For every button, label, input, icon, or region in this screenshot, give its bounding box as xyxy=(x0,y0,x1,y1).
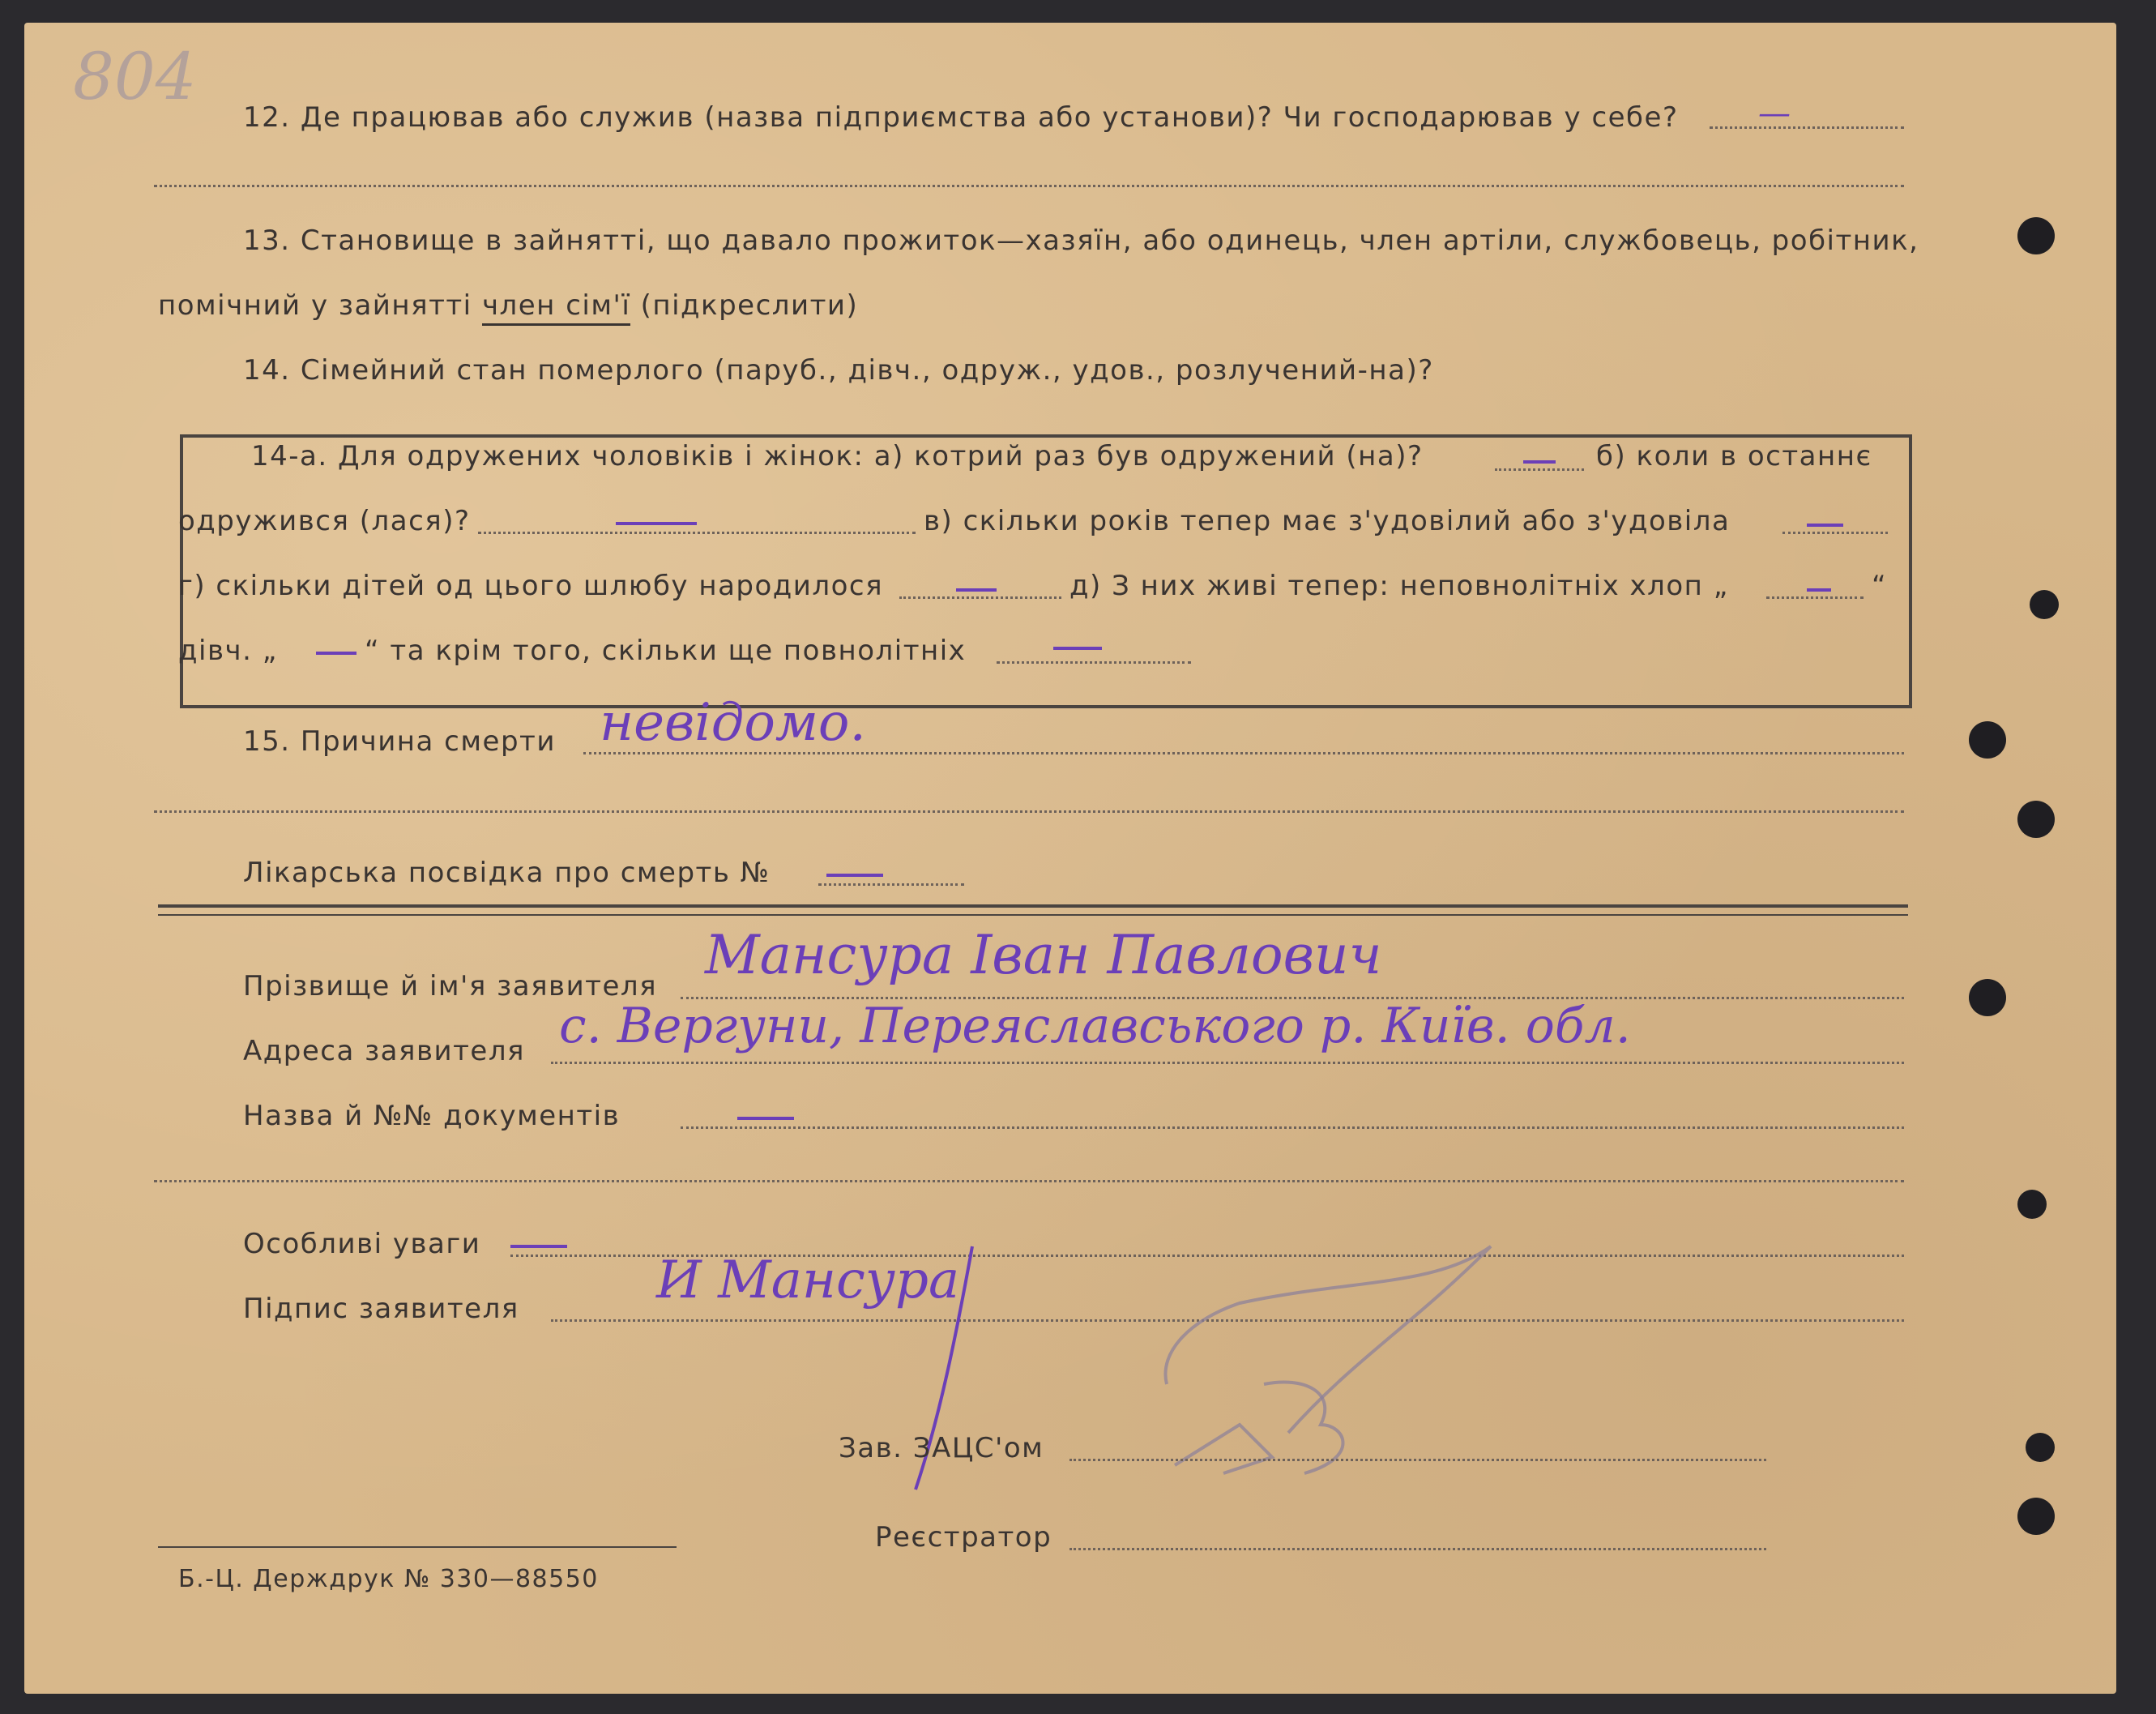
punch-hole xyxy=(2017,217,2055,254)
registrar-label: Реєстратор xyxy=(875,1521,1052,1554)
margin-note: 804 xyxy=(73,39,197,114)
q14a-line4a: дівч. „ xyxy=(178,635,278,667)
q13-suffix: (підкреслити) xyxy=(640,289,859,322)
q14a-answer-girls xyxy=(316,652,356,655)
q15-dotline-2 xyxy=(154,810,1904,813)
medical-answer xyxy=(826,874,883,877)
applicant-address-value: с. Вергуни, Переяславського р. Київ. обл. xyxy=(559,998,1631,1054)
q14a-dot1 xyxy=(1495,468,1584,471)
applicant-docs-value xyxy=(737,1117,794,1120)
q14a-line4b: “ та крім того, скільки ще повнолітніх xyxy=(365,635,967,667)
punch-hole xyxy=(2017,801,2055,838)
signature-label: Підпис заявителя xyxy=(243,1293,519,1325)
q14a-answer-years xyxy=(1807,524,1843,527)
punch-hole xyxy=(2026,1433,2055,1462)
q14a-line2a: одружився (лася)? xyxy=(178,505,471,537)
applicant-name-value: Мансура Іван Павлович xyxy=(705,924,1382,986)
applicant-docs-label: Назва й №№ документів xyxy=(243,1100,621,1132)
official-signature-scribble xyxy=(1142,1214,1612,1490)
q14a-line1b: б) коли в останнє xyxy=(1596,440,1872,472)
punch-hole xyxy=(1969,979,2006,1016)
q15-label: 15. Причина смерти xyxy=(243,725,556,758)
q14a-line3c: “ xyxy=(1872,570,1888,602)
punch-hole xyxy=(2017,1498,2055,1535)
registrar-dotline xyxy=(1069,1548,1766,1550)
q12-answer: — xyxy=(1758,95,1791,132)
q14a-answer-times xyxy=(1523,460,1556,464)
punch-hole xyxy=(2030,590,2059,619)
medical-dotline xyxy=(818,883,964,886)
q14a-line2b: в) скільки років тепер має з'удовілий або з'удовіла xyxy=(924,505,1731,537)
q14a-answer-boys xyxy=(1807,588,1831,592)
applicant-name-label: Прізвище й ім'я заявителя xyxy=(243,970,658,1002)
applicant-address-dotline xyxy=(551,1062,1904,1064)
applicant-docs-dotline-2 xyxy=(154,1180,1904,1182)
q12-dotline-2 xyxy=(154,185,1904,187)
q14a-line3a: г) скільки дітей од цього шлюбу народилося xyxy=(178,570,884,602)
q14a-line3b: д) З них живі тепер: неповнолітніх хлоп „ xyxy=(1069,570,1729,602)
q14a-dot6 xyxy=(997,661,1191,664)
imprint: Б.-Ц. Держдрук № 330—88550 xyxy=(178,1565,599,1593)
q14a-dot5 xyxy=(1766,596,1864,599)
applicant-docs-dotline xyxy=(681,1126,1904,1129)
separator-bottom xyxy=(158,914,1908,916)
head-dotline xyxy=(1069,1459,1766,1461)
q14a-dot4 xyxy=(899,596,1061,599)
q12-dotline xyxy=(1710,126,1904,129)
notes-label: Особливі уваги xyxy=(243,1228,481,1260)
medical-label: Лікарська посвідка про смерть № xyxy=(243,857,771,889)
q13-prefix: помічний у зайнятті xyxy=(158,289,472,322)
signature-value: И Мансура xyxy=(656,1250,960,1310)
q12-label: 12. Де працював або служив (назва підприємства або установи)? Чи господарював у себе? xyxy=(243,101,1679,134)
q15-answer: невідомо. xyxy=(600,693,866,753)
applicant-address-label: Адреса заявителя xyxy=(243,1035,526,1067)
head-label: Зав. ЗАЦС'ом xyxy=(839,1432,1044,1464)
q14a-answer-adults xyxy=(1053,647,1102,650)
separator-top xyxy=(158,904,1908,908)
q13-underlined: член сім'ї xyxy=(482,289,630,326)
q13-line1: 13. Становище в зайнятті, що давало прожиток—хазяїн, або одинець, член артіли, службовець, робітник, xyxy=(243,224,1919,257)
q13-line2 xyxy=(158,289,859,322)
q14a-line1a: 14-а. Для одружених чоловіків і жінок: а) котрий раз був одружений (на)? xyxy=(251,440,1424,472)
q14a-answer-children xyxy=(956,588,997,592)
q14-label: 14. Сімейний стан померлого (паруб., дівч., одруж., удов., розлучений-на)? xyxy=(243,354,1434,387)
punch-hole xyxy=(1969,721,2006,759)
q14a-answer-when xyxy=(616,522,697,525)
q14a-dot2 xyxy=(478,532,916,534)
imprint-rule xyxy=(158,1546,677,1548)
notes-value xyxy=(510,1245,567,1248)
form-page xyxy=(24,23,2116,1694)
punch-hole xyxy=(2017,1190,2047,1219)
q14a-dot3 xyxy=(1782,532,1888,534)
